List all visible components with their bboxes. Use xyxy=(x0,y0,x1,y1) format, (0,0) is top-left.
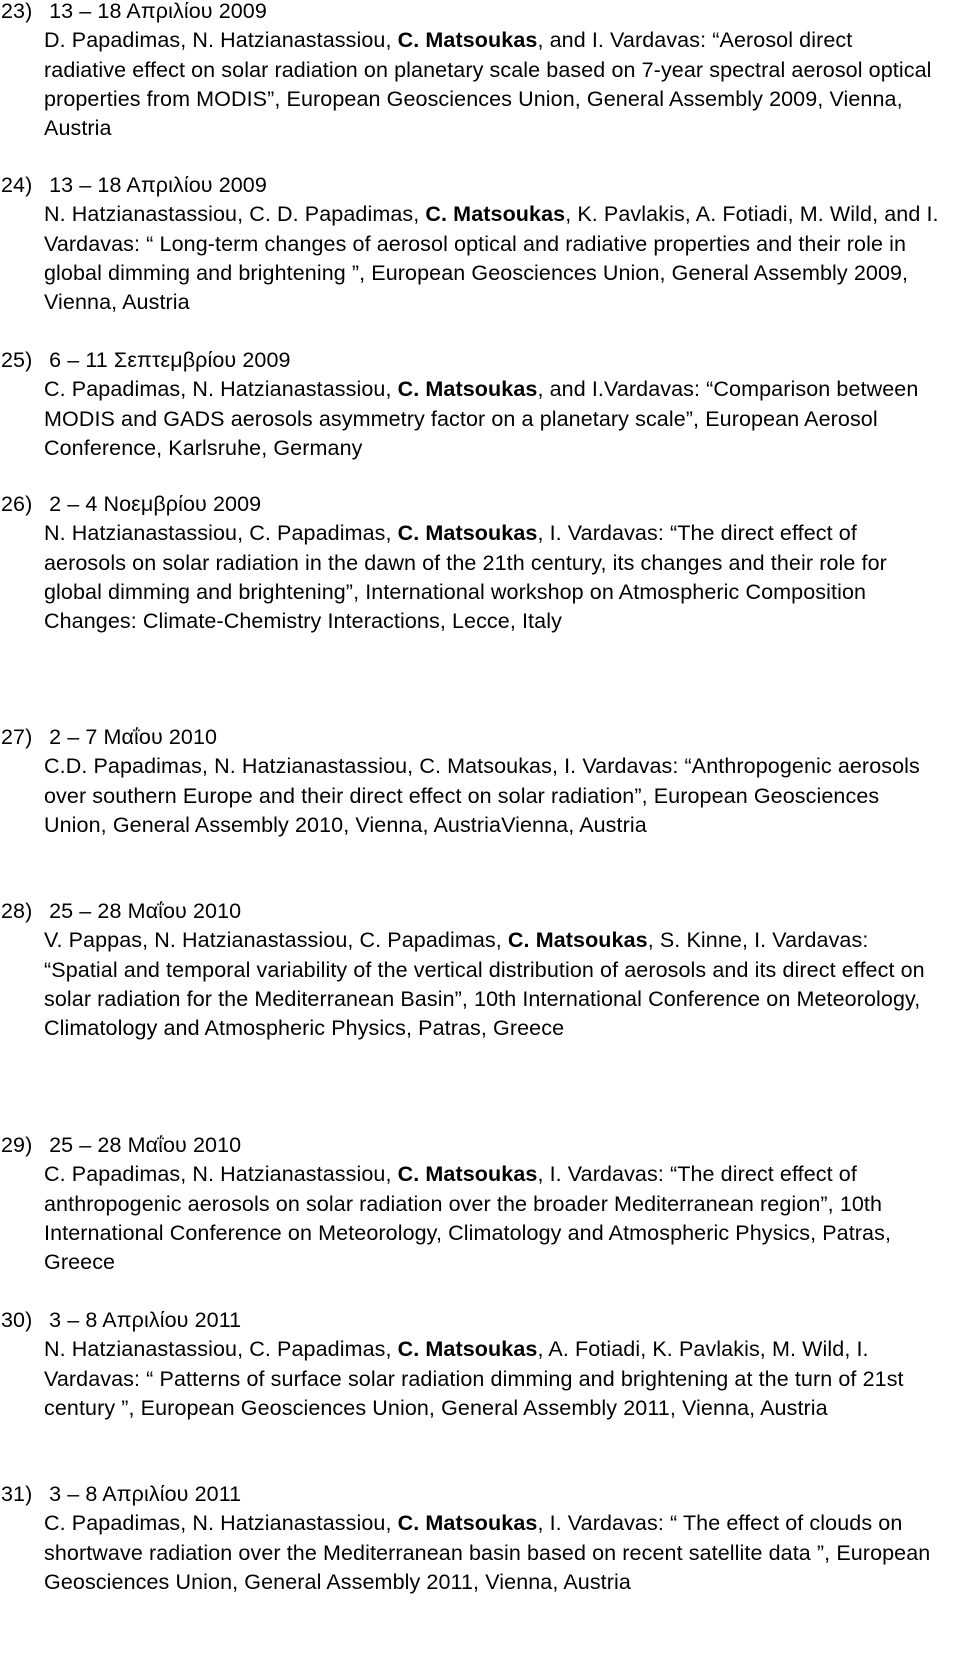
publication-entry-27 xyxy=(0,723,940,840)
publication-entry-31 xyxy=(0,1480,940,1597)
entry-body xyxy=(0,926,940,1043)
entry-authors: N. Hatzianastassiou, C. D. Papadimas, xyxy=(44,202,426,227)
entry-title-venue: “ Patterns of surface solar radiation dimming and brightening at the turn of 21st century ”, European Geosciences Union, General Assembly 2011, Vienna, Austria xyxy=(44,1366,904,1420)
entry-body xyxy=(0,1509,940,1597)
highlighted-author: C. Matsoukas xyxy=(397,28,538,53)
entry-header xyxy=(0,0,940,26)
entry-body xyxy=(0,752,940,840)
entry-authors: C. Papadimas, N. Hatzianastassiou, xyxy=(44,1511,398,1536)
entry-header xyxy=(0,897,940,926)
entry-authors-tail: , A. Fotiadi, K. Pavlakis, M. Wild, I. Vardavas: xyxy=(44,1337,869,1391)
entry-body xyxy=(0,1335,940,1423)
entry-title-venue: “The direct effect of anthropogenic aerosols on solar radiation over the broader Mediterranean region”, 10th International Conference on Meteorology, Climatology and Atmospheric Physics, Patras, Greece xyxy=(44,1162,892,1275)
entry-title-venue: “Anthropogenic aerosols over southern Europe and their direct effect on solar radiation”, European Geosciences Union, General Assembly 2010, Vienna, AustriaVienna, Austria xyxy=(44,754,920,837)
highlighted-author: C. Matsoukas xyxy=(397,1162,538,1187)
entry-date: 25 – 28 Μαΐου 2010 xyxy=(49,899,242,923)
entry-header xyxy=(0,1306,940,1335)
entry-number: 31) xyxy=(1,1482,33,1506)
entry-title-venue: “ Long-term changes of aerosol optical and radiative properties and their role in global dimming and brightening ”, European Geosciences Union, General Assembly 2009, Vienna, Austria xyxy=(44,231,909,315)
entry-authors: C.D. Papadimas, N. Hatzianastassiou, C. Matsoukas, I. Vardavas: xyxy=(44,754,679,779)
highlighted-author: C. Matsoukas xyxy=(397,1511,538,1536)
entry-body xyxy=(0,519,940,636)
entry-authors: N. Hatzianastassiou, C. Papadimas, xyxy=(44,521,398,546)
publication-entry-28 xyxy=(0,897,940,1043)
entry-body xyxy=(0,375,940,463)
entry-header xyxy=(0,723,940,752)
entry-authors: V. Pappas, N. Hatzianastassiou, C. Papadimas, xyxy=(44,928,508,953)
entry-authors-tail: , I. Vardavas: xyxy=(537,1162,664,1187)
entry-title-venue: “Spatial and temporal variability of the vertical distribution of aerosols and its direct effect on solar radiation for the Mediterranean Basin”, 10th International Conference on Meteorology, Climatology and Atmospheric Physics, Patras, Greece xyxy=(44,957,925,1041)
entry-body xyxy=(0,26,940,143)
entry-header xyxy=(0,171,940,200)
publication-entry-26 xyxy=(0,490,940,636)
publication-entry-25 xyxy=(0,346,940,463)
entry-number: 23) xyxy=(1,0,33,23)
entry-number: 28) xyxy=(1,899,33,923)
entry-date: 3 – 8 Απριλίου 2011 xyxy=(49,1482,242,1506)
highlighted-author: C. Matsoukas xyxy=(507,928,648,953)
entry-authors-tail: , S. Kinne, I. Vardavas: xyxy=(647,928,869,953)
highlighted-author: C. Matsoukas xyxy=(425,202,566,227)
entry-authors-tail: , and I. Vardavas: xyxy=(537,28,707,53)
entry-title-venue: “ The effect of clouds on shortwave radiation over the Mediterranean basin based on recent satellite data ”, European Geosciences Union, General Assembly 2011, Vienna, Austria xyxy=(44,1511,931,1594)
publication-entry-24 xyxy=(0,171,940,317)
entry-authors: N. Hatzianastassiou, C. Papadimas, xyxy=(44,1337,398,1362)
entry-header xyxy=(0,490,940,519)
highlighted-author: C. Matsoukas xyxy=(397,1337,538,1362)
entry-body xyxy=(0,200,940,317)
entry-body xyxy=(0,1160,940,1277)
publication-entry-29 xyxy=(0,1131,940,1277)
entry-authors-tail: , K. Pavlakis, A. Fotiadi, M. Wild, and I. Vardavas: xyxy=(44,202,939,256)
publication-entry-30 xyxy=(0,1306,940,1423)
entry-header xyxy=(0,1131,940,1160)
entry-date: 25 – 28 Μαΐου 2010 xyxy=(49,1133,242,1157)
publication-entry-23 xyxy=(0,0,940,143)
entry-header xyxy=(0,1480,940,1509)
entry-number: 24) xyxy=(1,173,33,197)
entry-authors-tail: , and I.Vardavas: xyxy=(537,377,701,402)
entry-authors-tail: , I. Vardavas: xyxy=(537,521,664,546)
highlighted-author: C. Matsoukas xyxy=(397,521,538,546)
entry-date: 2 – 7 Μαΐου 2010 xyxy=(49,725,218,749)
entry-authors-tail: , I. Vardavas: xyxy=(537,1511,664,1536)
entry-date: 3 – 8 Απριλίου 2011 xyxy=(49,1308,242,1332)
entry-title-venue: “Aerosol direct radiative effect on solar radiation on planetary scale based on 7-year spectral aerosol optical properties from MODIS”, European Geosciences Union, General Assembly 2009, Vienna, Austria xyxy=(44,28,932,141)
entry-number: 25) xyxy=(1,348,33,372)
entry-title-venue: “The direct effect of aerosols on solar radiation in the dawn of the 21th century, its changes and their role for global dimming and brightening”, International workshop on Atmospheric Composition Changes: Climate-Chemistry Interactions, Lecce, Italy xyxy=(44,521,887,634)
entry-number: 29) xyxy=(1,1133,33,1157)
entry-number: 26) xyxy=(1,492,33,516)
entry-date: 13 – 18 Απριλίου 2009 xyxy=(49,0,267,23)
entry-number: 30) xyxy=(1,1308,33,1332)
entry-title-venue: “Comparison between MODIS and GADS aerosols asymmetry factor on a planetary scale”, European Aerosol Conference, Karlsruhe, Germany xyxy=(44,377,919,460)
entry-authors: D. Papadimas, N. Hatzianastassiou, xyxy=(44,28,398,53)
entry-date: 2 – 4 Νοεμβρίου 2009 xyxy=(49,492,262,516)
entry-header xyxy=(0,346,940,375)
entry-authors: C. Papadimas, N. Hatzianastassiou, xyxy=(44,1162,398,1187)
entry-number: 27) xyxy=(1,725,33,749)
highlighted-author: C. Matsoukas xyxy=(397,377,538,402)
entry-date: 13 – 18 Απριλίου 2009 xyxy=(49,173,267,197)
entry-date: 6 – 11 Σεπτεμβρίου 2009 xyxy=(49,348,291,372)
entry-authors: C. Papadimas, N. Hatzianastassiou, xyxy=(44,377,398,402)
